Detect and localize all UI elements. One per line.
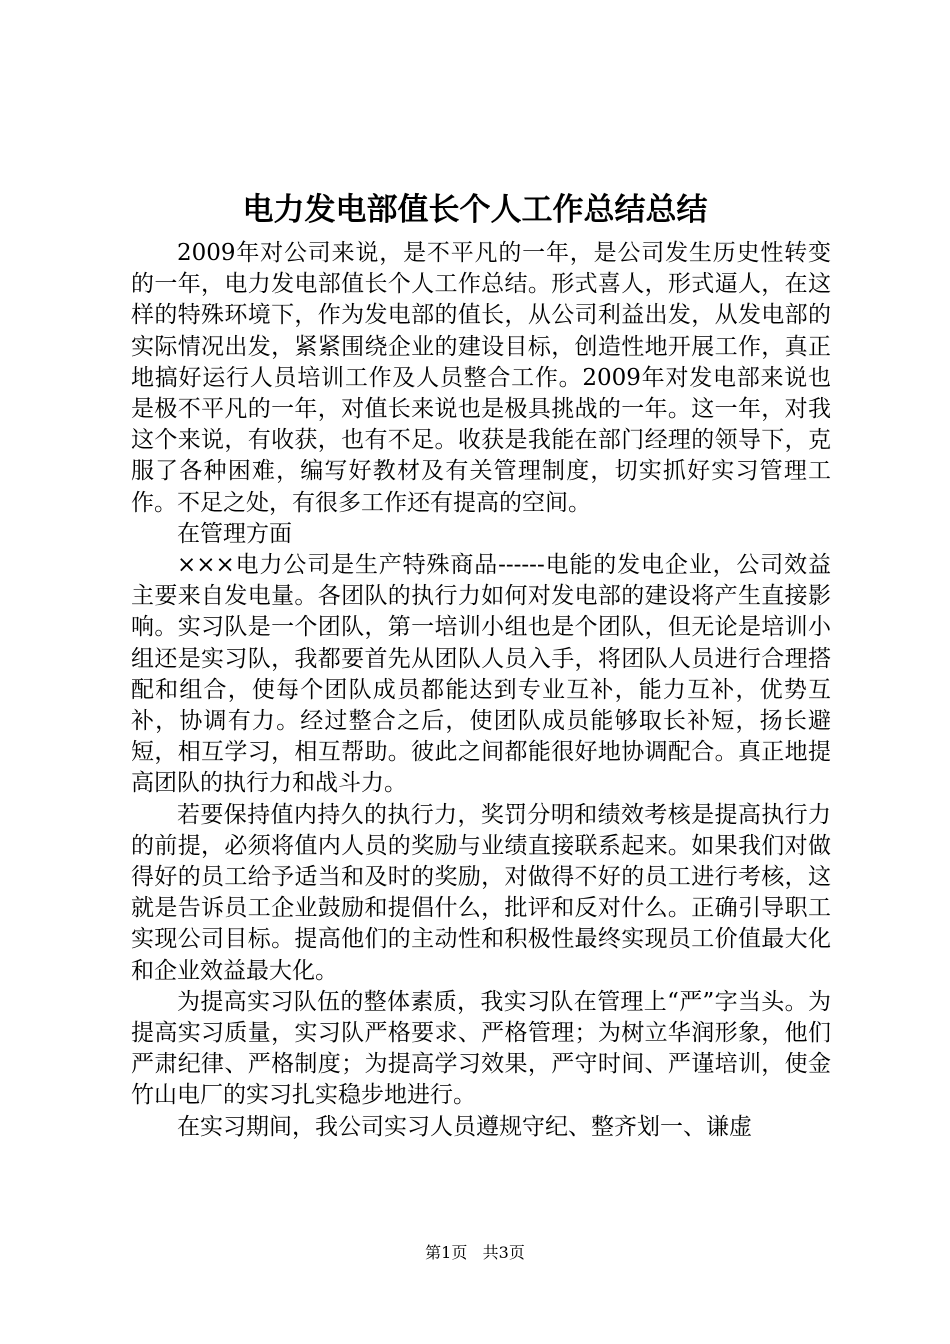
page-number: 第1页: [425, 1243, 468, 1262]
paragraph-6: 在实习期间，我公司实习人员遵规守纪、整齐划一、谦虚: [177, 1113, 752, 1140]
paragraph-3: ×××电力公司是生产特殊商品------电能的发电企业，公司效益主要来自发电量。各团队的执行力如何对发电部的建设将产生直接影响。实习队是一个团队，第一培训小组也是个团队，但无论是培训小组还是实习队，我都要首先从团队人员入手，将团队人员进行合理搭配和组合，使每个团队成员都能达到专业互补，能力互补，优势互补，协调有力。经过整合之后，使团队成员能够取长补短，扬长避短，相互学习，相互帮助。彼此之间都能很好地协调配合。真正地提高团队的执行力和战斗力。: [131, 552, 831, 797]
paragraph-2-heading: 在管理方面: [177, 520, 292, 547]
page-separator: [472, 1243, 477, 1262]
page-total: 共3页: [482, 1243, 525, 1262]
document-title: 电力发电部值长个人工作总结总结: [242, 192, 708, 228]
document-body: [131, 238, 831, 1143]
paragraph-4: 若要保持值内持久的执行力，奖罚分明和绩效考核是提高执行力的前提，必须将值内人员的奖励与业绩直接联系起来。如果我们对做得好的员工给予适当和及时的奖励，对做得不好的员工进行考核，这就是告诉员工企业鼓励和提倡什么，批评和反对什么。正确引导职工实现公司目标。提高他们的主动性和积极性最终实现员工价值最大化和企业效益最大化。: [131, 801, 831, 984]
paragraph-5: 为提高实习队伍的整体素质，我实习队在管理上“严”字当头。为提高实习质量，实习队严格要求、严格管理；为树立华润形象，他们严肃纪律、严格制度；为提高学习效果，严守时间、严谨培训，使金竹山电厂的实习扎实稳步地进行。: [131, 988, 831, 1109]
page-footer: [0, 1241, 950, 1265]
paragraph-1: 2009年对公司来说，是不平凡的一年，是公司发生历史性转变的一年，电力发电部值长个人工作总结。形式喜人，形式逼人，在这样的特殊环境下，作为发电部的值长，从公司利益出发，从发电部的实际情况出发，紧紧围绕企业的建设目标，创造性地开展工作，真正地搞好运行人员培训工作及人员整合工作。2009年对发电部来说也是极不平凡的一年，对值长来说也是极具挑战的一年。这一年，对我这个来说，有收获，也有不足。收获是我能在部门经理的领导下，克服了各种困难，编写好教材及有关管理制度，切实抓好实习管理工作。不足之处，有很多工作还有提高的空间。: [131, 240, 831, 516]
